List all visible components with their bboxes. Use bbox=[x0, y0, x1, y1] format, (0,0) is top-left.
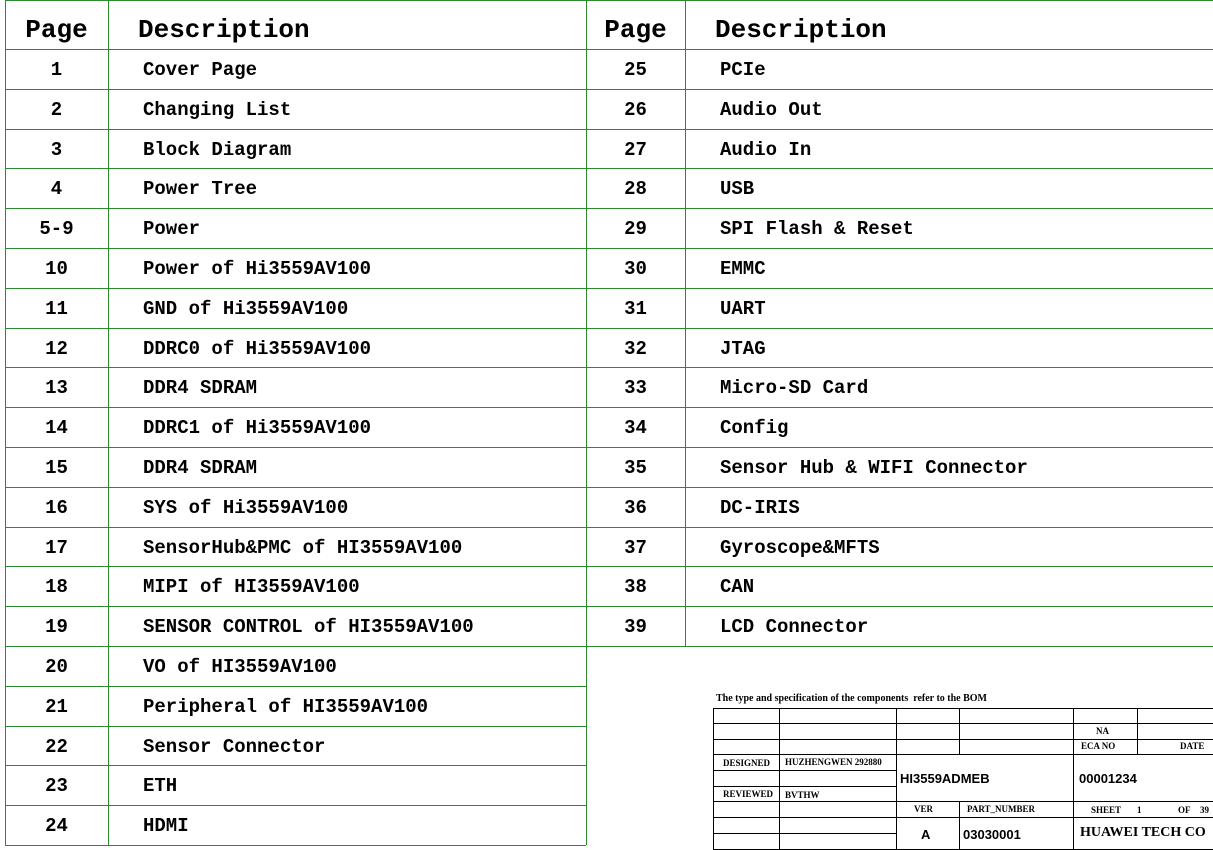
row-page-number: 33 bbox=[624, 377, 647, 400]
title-block-line bbox=[713, 739, 1213, 740]
row-description: Micro-SD Card bbox=[720, 377, 869, 400]
row-page-number: 3 bbox=[50, 138, 63, 161]
row-description: ETH bbox=[143, 775, 178, 798]
grid-hline bbox=[5, 805, 586, 806]
row-page-number: 18 bbox=[45, 576, 68, 599]
grid-vline bbox=[685, 0, 686, 646]
row-description: Power Tree bbox=[143, 178, 258, 201]
row-page-number: 35 bbox=[624, 457, 647, 479]
grid-hline bbox=[586, 527, 1213, 528]
grid-hline bbox=[586, 367, 1213, 368]
row-description: SYS of Hi3559AV100 bbox=[143, 496, 349, 519]
grid-hline bbox=[586, 248, 1213, 249]
row-page-number: 26 bbox=[624, 98, 647, 121]
row-description: PCIe bbox=[720, 59, 766, 81]
row-page-number: 22 bbox=[45, 735, 68, 758]
sheet-value: 1 bbox=[1137, 805, 1142, 815]
row-page-number: 21 bbox=[45, 695, 68, 718]
row-description: DDRC1 of Hi3559AV100 bbox=[143, 417, 372, 440]
grid-hline bbox=[586, 447, 1213, 448]
grid-hline bbox=[5, 168, 586, 169]
designed-value: HUZHENGWEN 292880 bbox=[785, 757, 882, 767]
row-description: SPI Flash & Reset bbox=[720, 218, 914, 241]
title-block-line bbox=[713, 833, 896, 834]
header-page: Page bbox=[604, 15, 667, 45]
board-name: HI3559ADMEB bbox=[900, 771, 990, 786]
row-description: Cover Page bbox=[143, 59, 258, 81]
row-page-number: 28 bbox=[624, 178, 647, 201]
title-block-line bbox=[713, 817, 1213, 818]
title-block-line bbox=[713, 801, 1213, 802]
grid-hline bbox=[5, 367, 586, 368]
row-description: Gyroscope&MFTS bbox=[720, 536, 880, 559]
row-page-number: 25 bbox=[624, 59, 647, 81]
grid-hline bbox=[5, 248, 586, 249]
row-page-number: 37 bbox=[624, 536, 647, 559]
row-page-number: 15 bbox=[45, 457, 68, 479]
row-description: GND of Hi3559AV100 bbox=[143, 297, 349, 320]
grid-hline bbox=[586, 646, 1213, 647]
grid-hline bbox=[5, 765, 586, 766]
grid-hline bbox=[586, 168, 1213, 169]
title-block-line bbox=[959, 801, 960, 850]
row-page-number: 5-9 bbox=[39, 218, 74, 241]
row-page-number: 31 bbox=[624, 297, 647, 320]
grid-hline bbox=[586, 208, 1213, 209]
sheet-label: SHEET bbox=[1091, 805, 1122, 815]
bom-note: The type and specification of the components refer to the BOM bbox=[716, 693, 987, 704]
title-block-line bbox=[713, 770, 896, 771]
grid-hline bbox=[5, 487, 586, 488]
row-page-number: 17 bbox=[45, 536, 68, 559]
grid-hline bbox=[5, 288, 586, 289]
reviewed-value: BVTHW bbox=[785, 790, 820, 800]
grid-hline bbox=[5, 646, 586, 647]
grid-vline bbox=[108, 0, 109, 845]
header-description: Description bbox=[715, 15, 887, 45]
date-label: DATE bbox=[1180, 741, 1205, 751]
designed-label: DESIGNED bbox=[723, 758, 771, 768]
na-label: NA bbox=[1096, 726, 1109, 736]
ver-value: A bbox=[921, 827, 931, 842]
row-page-number: 11 bbox=[45, 297, 68, 320]
row-page-number: 19 bbox=[45, 616, 68, 639]
grid-hline bbox=[5, 845, 586, 846]
row-page-number: 38 bbox=[624, 576, 647, 599]
grid-hline bbox=[586, 407, 1213, 408]
grid-hline bbox=[586, 487, 1213, 488]
grid-hline bbox=[586, 129, 1213, 130]
row-description: Power bbox=[143, 218, 201, 241]
grid-hline bbox=[5, 606, 586, 607]
of-label: OF bbox=[1178, 805, 1191, 815]
row-description: UART bbox=[720, 297, 766, 320]
row-page-number: 27 bbox=[624, 138, 647, 161]
grid-hline bbox=[586, 566, 1213, 567]
title-block-line bbox=[713, 786, 896, 787]
row-page-number: 23 bbox=[45, 775, 68, 798]
part-number-value: 03030001 bbox=[963, 827, 1021, 842]
grid-hline bbox=[5, 566, 586, 567]
row-page-number: 39 bbox=[624, 616, 647, 639]
eca-no-label: ECA NO bbox=[1081, 741, 1116, 751]
row-description: VO of HI3559AV100 bbox=[143, 656, 337, 678]
ver-label: VER bbox=[914, 804, 934, 814]
row-description: CAN bbox=[720, 576, 755, 599]
row-page-number: 30 bbox=[624, 258, 647, 280]
title-block-line bbox=[896, 708, 897, 850]
title-block-line bbox=[959, 708, 960, 754]
reviewed-label: REVIEWED bbox=[723, 789, 774, 799]
title-block-line bbox=[1073, 708, 1074, 850]
row-description: DDR4 SDRAM bbox=[143, 457, 258, 479]
row-page-number: 20 bbox=[45, 656, 68, 678]
row-description: Audio In bbox=[720, 138, 812, 161]
grid-hline bbox=[5, 129, 586, 130]
row-page-number: 2 bbox=[50, 98, 63, 121]
row-description: EMMC bbox=[720, 258, 766, 280]
row-description: Block Diagram bbox=[143, 138, 292, 161]
company-name: HUAWEI TECH CO bbox=[1080, 825, 1206, 840]
row-page-number: 13 bbox=[45, 377, 68, 400]
title-block-line bbox=[779, 708, 780, 850]
title-block-line bbox=[713, 723, 1213, 724]
grid-hline bbox=[586, 328, 1213, 329]
grid-hline bbox=[5, 686, 586, 687]
row-page-number: 29 bbox=[624, 218, 647, 241]
eca-value: 00001234 bbox=[1079, 771, 1137, 786]
grid-hline bbox=[5, 407, 586, 408]
row-description: Sensor Hub & WIFI Connector bbox=[720, 457, 1028, 479]
grid-hline bbox=[5, 49, 1213, 50]
row-description: HDMI bbox=[143, 815, 189, 838]
grid-hline bbox=[5, 89, 586, 90]
row-description: SensorHub&PMC of HI3559AV100 bbox=[143, 536, 463, 559]
row-description: Power of Hi3559AV100 bbox=[143, 258, 372, 280]
row-page-number: 34 bbox=[624, 417, 647, 440]
header-page: Page bbox=[25, 15, 88, 45]
row-page-number: 32 bbox=[624, 337, 647, 360]
grid-hline bbox=[586, 288, 1213, 289]
row-description: Peripheral of HI3559AV100 bbox=[143, 695, 429, 718]
row-page-number: 10 bbox=[45, 258, 68, 280]
row-description: Config bbox=[720, 417, 789, 440]
row-description: DDRC0 of Hi3559AV100 bbox=[143, 337, 372, 360]
grid-hline bbox=[5, 208, 586, 209]
title-block bbox=[713, 690, 1213, 850]
row-page-number: 14 bbox=[45, 417, 68, 440]
grid-hline bbox=[586, 89, 1213, 90]
row-description: MIPI of HI3559AV100 bbox=[143, 576, 360, 599]
row-description: USB bbox=[720, 178, 755, 201]
row-page-number: 16 bbox=[45, 496, 68, 519]
row-description: Sensor Connector bbox=[143, 735, 326, 758]
grid-hline bbox=[5, 328, 586, 329]
grid-hline bbox=[5, 527, 586, 528]
row-description: LCD Connector bbox=[720, 616, 869, 639]
grid-hline bbox=[5, 447, 586, 448]
title-block-line bbox=[713, 754, 1213, 755]
row-page-number: 24 bbox=[45, 815, 68, 838]
grid-hline bbox=[5, 0, 1213, 1]
grid-hline bbox=[586, 606, 1213, 607]
row-description: SENSOR CONTROL of HI3559AV100 bbox=[143, 616, 474, 639]
of-value: 39 bbox=[1200, 805, 1209, 815]
row-page-number: 1 bbox=[50, 59, 63, 81]
row-page-number: 4 bbox=[50, 178, 63, 201]
row-description: JTAG bbox=[720, 337, 766, 360]
grid-hline bbox=[5, 726, 586, 727]
title-block-line bbox=[1137, 708, 1138, 754]
row-description: Changing List bbox=[143, 98, 292, 121]
row-page-number: 12 bbox=[45, 337, 68, 360]
row-description: DC-IRIS bbox=[720, 496, 800, 519]
header-description: Description bbox=[138, 15, 310, 45]
row-page-number: 36 bbox=[624, 496, 647, 519]
row-description: Audio Out bbox=[720, 98, 823, 121]
part-number-label: PART_NUMBER bbox=[967, 804, 1036, 814]
row-description: DDR4 SDRAM bbox=[143, 377, 258, 400]
